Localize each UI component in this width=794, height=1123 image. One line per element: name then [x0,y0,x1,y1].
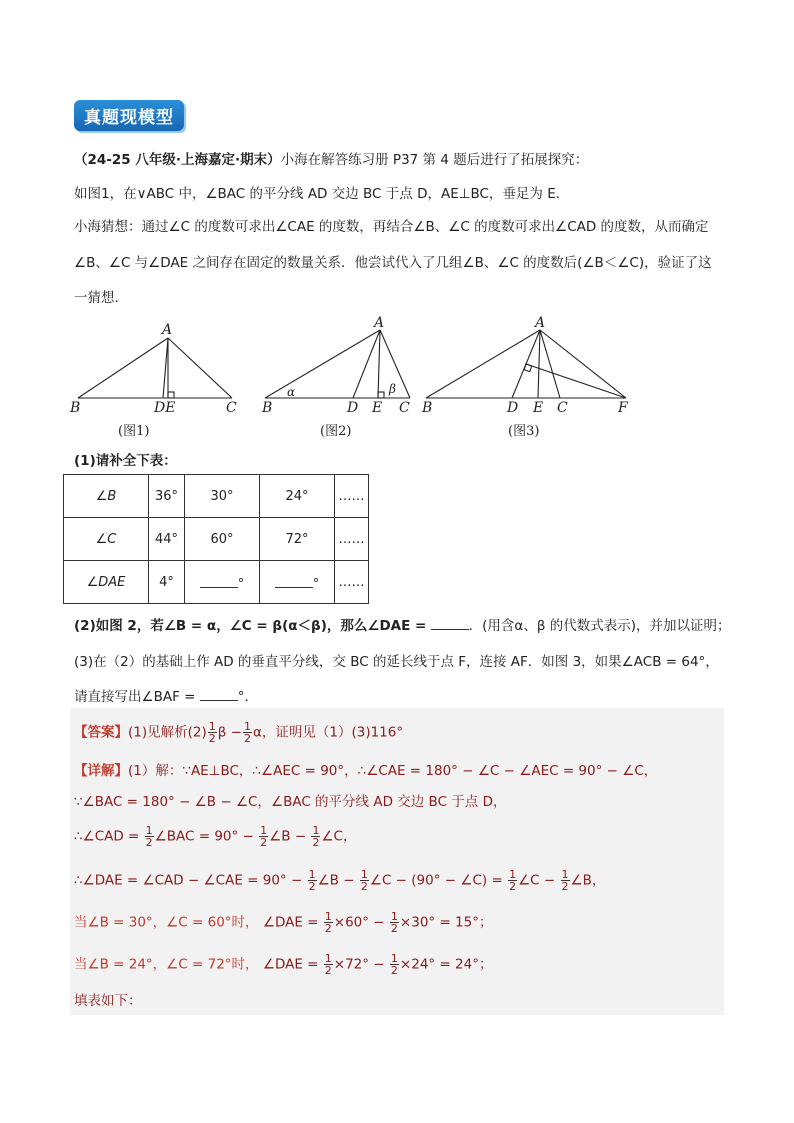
question-3-tail: °． [237,689,259,705]
fig3-label-f: F [618,400,628,416]
table-cell: 36° [149,475,185,518]
detail-line-6: 当∠B = 24°，∠C = 72°时， ∠DAE = $\frac{1}{2}$ ×72° − $\frac{1}{2}$ ×24° = 24°； [74,952,493,977]
table-cell-blank[interactable] [260,561,335,604]
problem-line-5: 一猜想． [74,290,128,306]
detail-line-5: 当∠B = 30°，∠C = 60°时， ∠DAE = $\frac{1}{2}$ ×60° − $\frac{1}{2}$ ×30° = 15°； [74,910,493,935]
table-cell-blank[interactable] [185,561,260,604]
fig1-label-a: A [162,322,173,338]
table-cell: …… [335,518,369,561]
problem-line-1 [74,151,588,169]
fig2-beta: β [389,382,396,396]
degree-mark: ° [312,576,320,592]
fig1-label-c: C [226,400,237,416]
fig2-caption: (图2) [320,424,352,439]
detail-text: (1）解：∵AE⊥BC，∴∠AEC = 90°，∴∠CAE = 180° − ∠C − ∠AEC = 90° − ∠C， [128,763,658,779]
fig3-label-b: B [422,400,433,416]
table-row [64,518,369,561]
table-cell: 24° [260,475,335,518]
fig1-label-b: B [70,400,81,416]
question-1: (1)请补全下表： [74,453,177,469]
detail-line-7: 填表如下： [74,993,142,1009]
fig2-label-a: A [374,315,385,331]
question-3-line-2 [74,686,258,706]
fig3-label-e: E [533,400,544,416]
section-badge: 真题现模型 [74,100,184,131]
problem-source: （24-25 八年级·上海嘉定·期末） [74,152,281,168]
detail-line-2: ∵∠BAC = 180° − ∠B − ∠C，∠BAC 的平分线 AD 交边 BC 于点 D， [74,794,507,810]
table-cell: 30° [185,475,260,518]
answer-part: (1)见解析(2) [128,724,207,741]
table-row [64,561,369,604]
question-2-tail: ．(用含α、β 的代数式表示)，并加以证明； [468,618,731,634]
table-cell: 4° [149,561,185,604]
table-cell: 72° [260,518,335,561]
answer-line [74,721,403,744]
problem-line-3: 小海猜想：通过∠C 的度数可求出∠CAE 的度数，再结合∠B、∠C 的度数可求出∠CAD 的度数，从而确定 [74,219,709,235]
answer-blank[interactable] [431,615,469,630]
answer-label: 【答案】 [74,724,128,741]
fig2-label-e: E [372,400,383,416]
question-2 [74,615,731,635]
table-cell: …… [335,561,369,604]
fig1-label-de: DE [154,400,176,416]
angle-table [63,474,369,604]
fig2-label-c: C [399,400,410,416]
table-cell: …… [335,475,369,518]
question-2-text: (2)如图 2，若∠B = α，∠C = β(α＜β)，那么∠DAE = [74,618,427,634]
question-3-text: 请直接写出∠BAF = [74,689,196,705]
question-3-line-1: (3)在（2）的基础上作 AD 的垂直平分线，交 BC 的延长线于点 F，连接 AF．如图 3，如果∠ACB = 64°， [74,654,719,670]
fig2-label-d: D [347,400,359,416]
table-cell: 44° [149,518,185,561]
fig3-label-d: D [507,400,519,416]
answer-beta: β − [217,724,242,741]
answer-blank[interactable] [200,686,238,701]
degree-mark: ° [237,576,245,592]
fig3-label-c: C [557,400,568,416]
fraction: $\frac{1}{2}$ [243,720,251,745]
problem-line-2: 如图1，在∨ABC 中，∠BAC 的平分线 AD 交边 BC 于点 D，AE⊥BC，垂足为 E． [74,186,570,202]
answer-alpha: α，证明见（1）(3)116° [252,724,404,741]
detail-label: 【详解】 [74,763,128,779]
detail-line-4: ∴∠DAE = ∠CAD − ∠CAE = 90° − $\frac{1}{2}$ ∠B − $\frac{1}{2}$ ∠C − (90° − ∠C) = $\frac{1}{2}$ ∠C − $\frac{1}{2}$ ∠B， [74,868,606,893]
table-header-dae: ∠DAE [64,561,149,604]
fig2-label-b: B [262,400,273,416]
fig2-alpha: α [287,385,296,399]
detail-line-1 [74,762,657,780]
problem-intro: 小海在解答练习册 P37 第 4 题后进行了拓展探究： [280,152,589,168]
table-cell: 60° [185,518,260,561]
table-header-c: ∠C [64,518,149,561]
problem-line-4: ∠B、∠C 与∠DAE 之间存在固定的数量关系．他尝试代入了几组∠B、∠C 的度数后(∠B＜∠C)，验证了这 [74,255,712,271]
fraction: $\frac{1}{2}$ [208,720,216,745]
table-header-b: ∠B [64,475,149,518]
fig3-caption: (图3) [508,424,540,439]
geometry-figures [60,318,660,438]
fig3-label-a: A [535,315,546,331]
table-row [64,475,369,518]
detail-line-3: ∴∠CAD = $\frac{1}{2}$ ∠BAC = 90° − $\frac{1}{2}$ ∠B − $\frac{1}{2}$ ∠C， [74,824,357,849]
fig1-caption: (图1) [118,424,150,439]
